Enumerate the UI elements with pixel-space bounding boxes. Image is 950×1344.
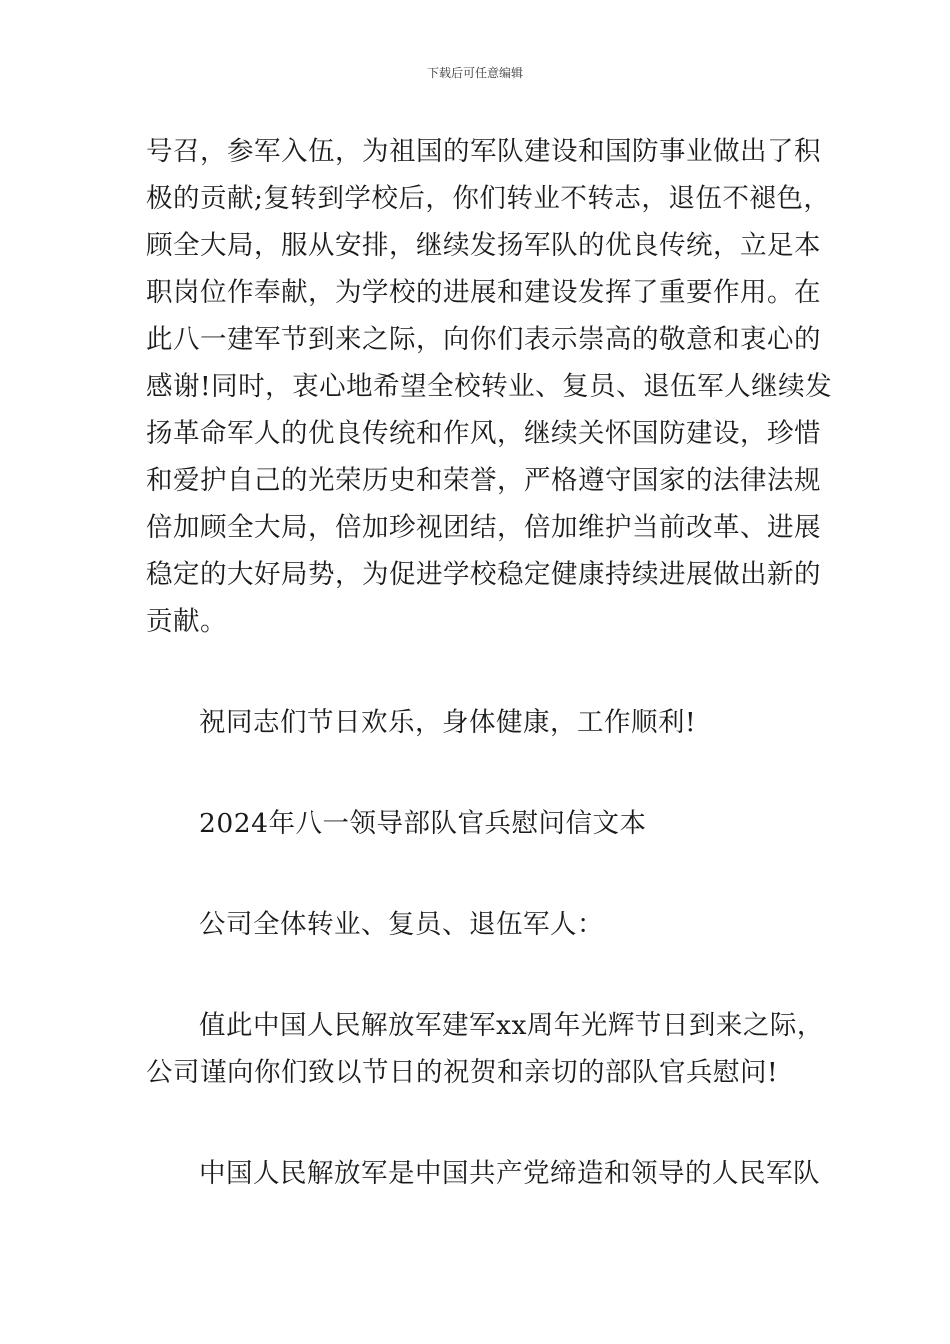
paragraph-line: 顾全大局，服从安排，继续发扬军队的优良传统，立足本 (146, 230, 821, 261)
continuation-paragraph (146, 128, 833, 645)
spacer (146, 645, 808, 699)
salutation: 公司全体转业、复员、退伍军人： (199, 909, 604, 940)
paragraph-line: 值此中国人民解放军建军xx周年光辉节日到来之际， (199, 1010, 824, 1041)
paragraph-line: 和爱护自己的光荣历史和荣誉，严格遵守国家的法律法规 (146, 465, 821, 496)
closing-line: 中国人民解放军是中国共产党缔造和领导的人民军队 (199, 1158, 820, 1189)
paragraph-line: 此八一建军节到来之际，向你们表示崇高的敬意和衷心的 (146, 324, 821, 355)
spacer (146, 746, 808, 800)
paragraph-line: 倍加顾全大局，倍加珍视团结，倍加维护当前改革、进展 (146, 512, 821, 543)
spacer (146, 847, 808, 901)
paragraph-line: 极的贡献;复转到学校后，你们转业不转志，退伍不褪色， (146, 183, 831, 214)
greeting-paragraph (146, 1002, 824, 1096)
section-title: 2024年八一领导部队官兵慰问信文本 (199, 808, 647, 839)
paragraph-line: 公司谨向你们致以节日的祝贺和亲切的部队官兵慰问! (146, 1057, 779, 1088)
wish-line: 祝同志们节日欢乐，身体健康，工作顺利! (199, 707, 697, 738)
page-header: 下载后可任意编辑 (426, 66, 523, 80)
paragraph-line: 稳定的大好局势，为促进学校稳定健康持续进展做出新的 (146, 559, 821, 590)
paragraph-line: 职岗位作奉献，为学校的进展和建设发挥了重要作用。在 (146, 277, 821, 308)
spacer (146, 948, 808, 1002)
document-body (146, 128, 833, 1197)
paragraph-line: 号召，参军入伍，为祖国的军队建设和国防事业做出了积 (146, 136, 821, 167)
spacer (146, 1096, 808, 1150)
paragraph-line: 扬革命军人的优良传统和作风，继续关怀国防建设，珍惜 (146, 418, 821, 449)
paragraph-line: 感谢!同时，衷心地希望全校转业、复员、退伍军人继续发 (146, 371, 833, 402)
paragraph-line: 贡献。 (146, 606, 227, 637)
